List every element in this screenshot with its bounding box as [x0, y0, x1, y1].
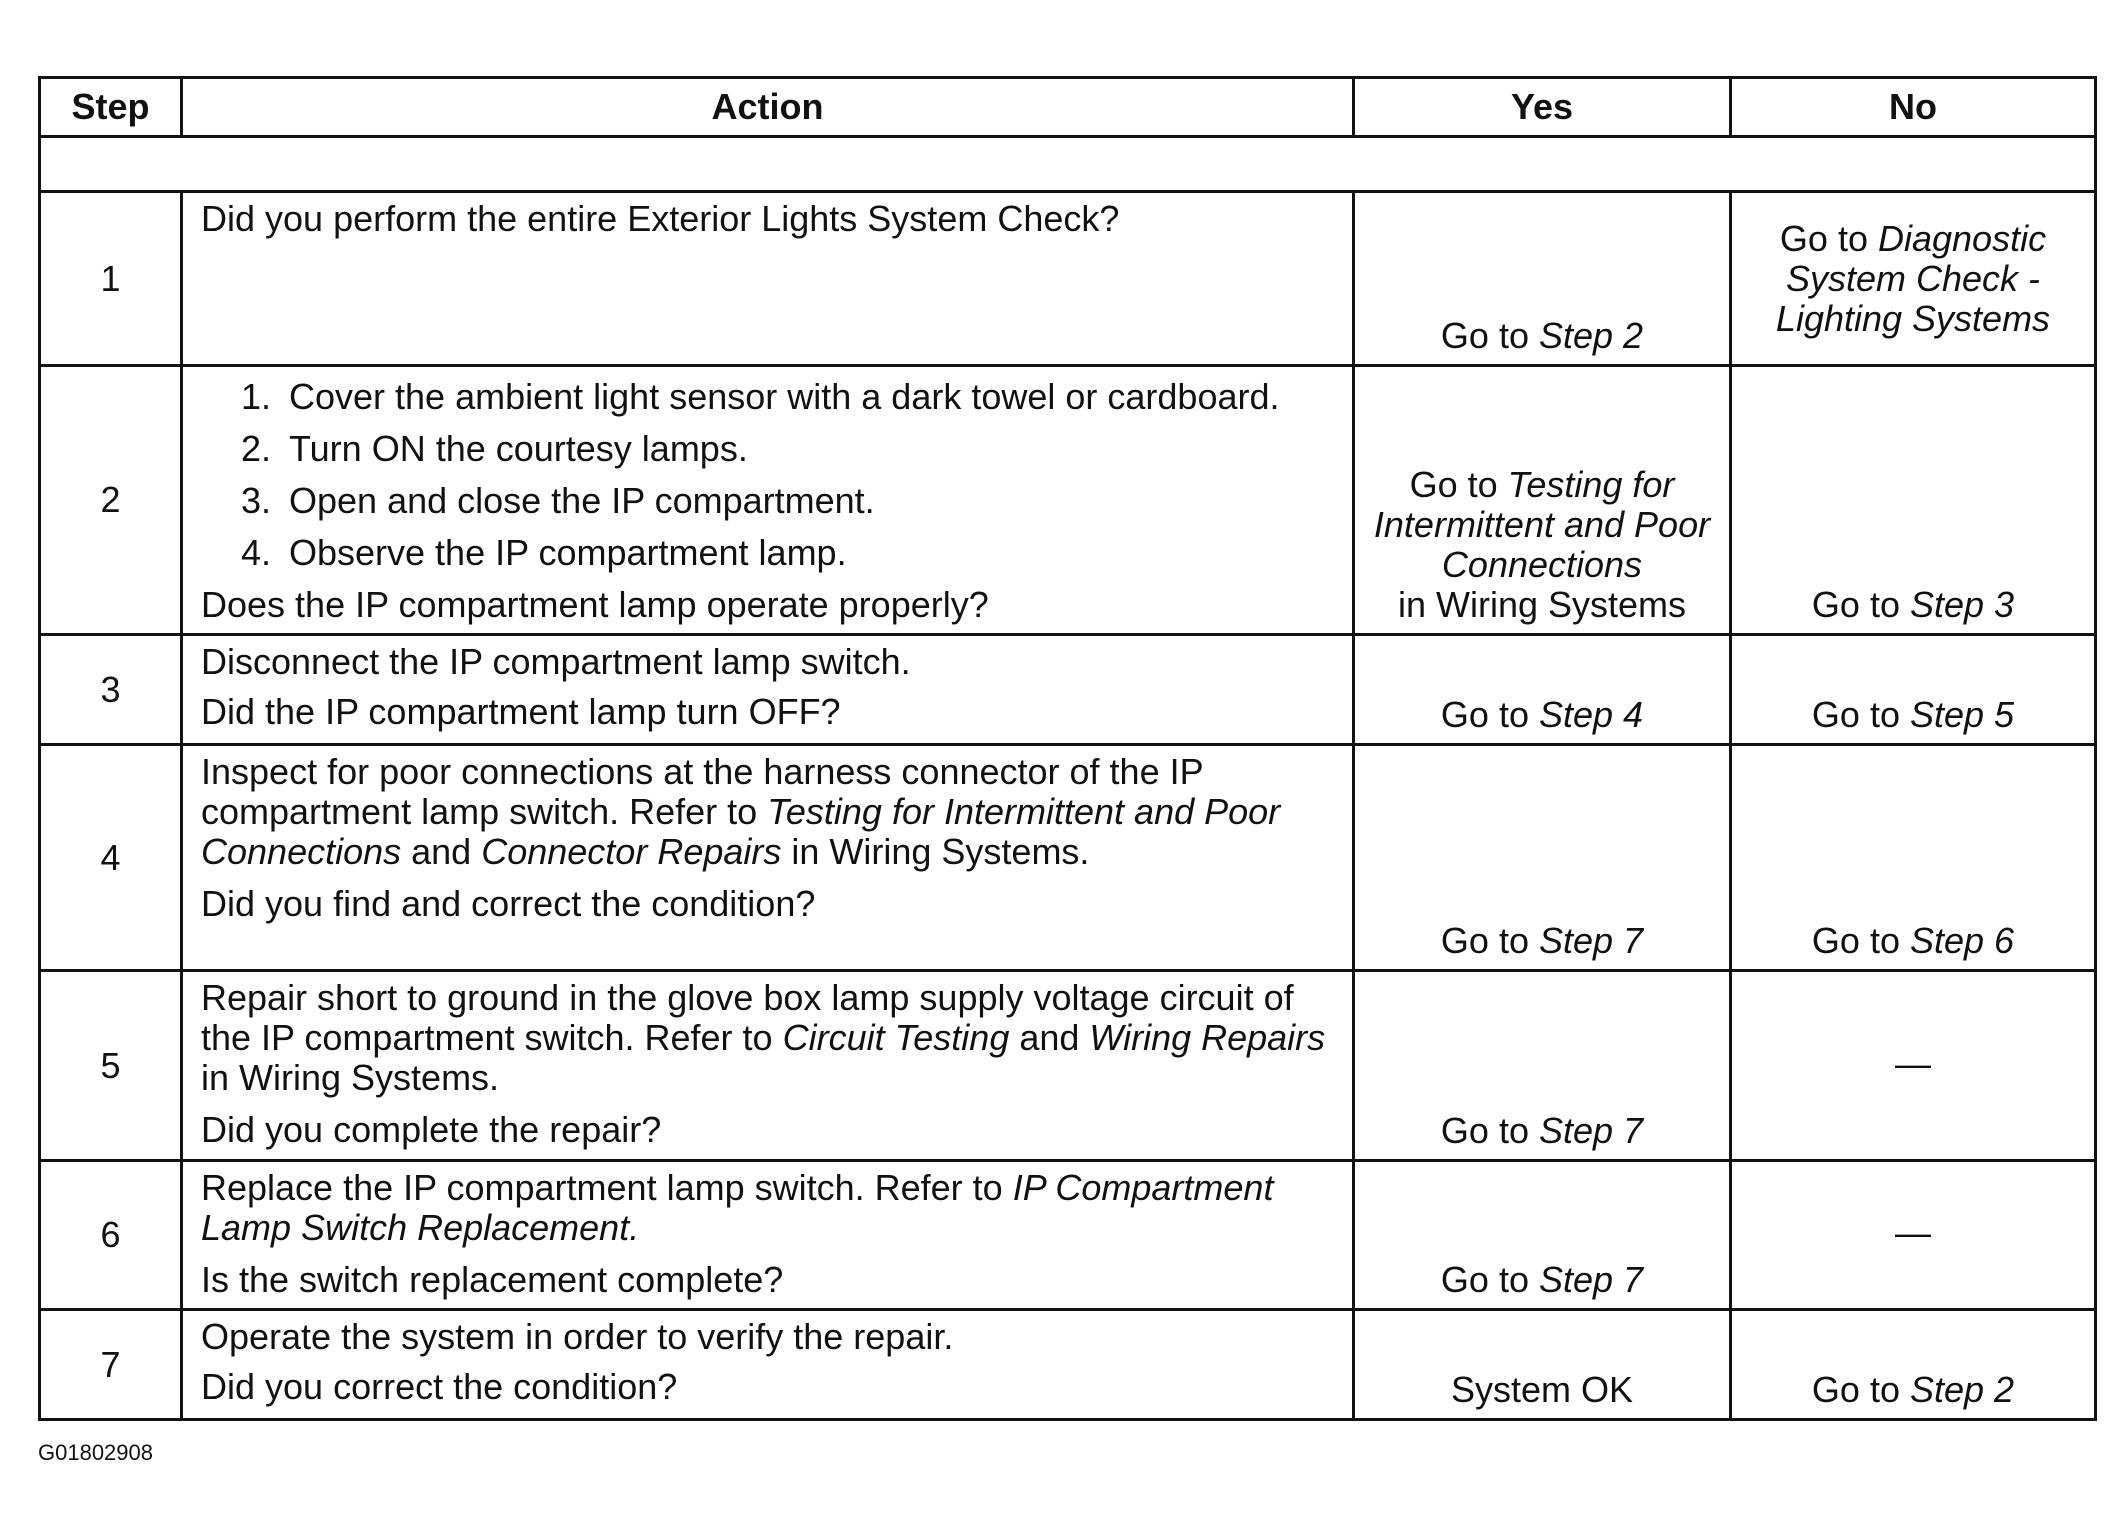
- no-ref-link[interactable]: Step 5: [1909, 694, 2015, 735]
- question-text: Did you find and correct the condition?: [201, 883, 816, 924]
- action-ref-link[interactable]: Testing for Intermittent and Poor Connections: [201, 791, 1281, 872]
- table-row-step-6: [40, 1161, 2096, 1310]
- list-item: 4. Observe the IP compartment lamp.: [281, 533, 1338, 573]
- action-text: Operate the system in order to verify the repair.: [201, 1316, 954, 1357]
- action-cell: [182, 971, 1354, 1161]
- no-ref-link[interactable]: Step 2: [1909, 1369, 2015, 1410]
- figure-id-label: G01802908: [38, 1440, 153, 1465]
- yes-text: Go to: [1409, 464, 1508, 505]
- action-text: and: [401, 831, 482, 872]
- diagnostic-table: [38, 76, 2097, 1421]
- no-cell: [1731, 971, 2096, 1161]
- no-ref-link[interactable]: Step 6: [1909, 920, 2015, 961]
- table-row-step-2: [40, 366, 2096, 635]
- list-item: 1. Cover the ambient light sensor with a dark towel or cardboard.: [281, 377, 1338, 417]
- action-steps-list: [201, 377, 1338, 573]
- table-row-step-5: [40, 971, 2096, 1161]
- step-number: 2: [40, 366, 182, 635]
- step-number: 6: [40, 1161, 182, 1310]
- action-text: Disconnect the IP compartment lamp switch.: [201, 641, 911, 682]
- question-text: Is the switch replacement complete?: [201, 1259, 784, 1300]
- step-number: 3: [40, 635, 182, 745]
- yes-ref-link[interactable]: Step 4: [1538, 694, 1644, 735]
- yes-text: Go to: [1440, 920, 1539, 961]
- action-ref-link[interactable]: Wiring Repairs: [1089, 1017, 1326, 1058]
- action-paragraph: [201, 752, 1338, 872]
- header-no: No: [1731, 78, 2096, 137]
- yes-ref-link[interactable]: Step 7: [1538, 1110, 1644, 1151]
- yes-cell: [1354, 1310, 1731, 1420]
- no-cell: [1731, 366, 2096, 635]
- step-number: 5: [40, 971, 182, 1161]
- header-action: Action: [182, 78, 1354, 137]
- action-cell: [182, 192, 1354, 366]
- no-text: Go to: [1779, 217, 1878, 259]
- yes-text: Go to: [1440, 694, 1539, 735]
- no-cell: [1731, 192, 2096, 366]
- yes-text: Go to: [1440, 1259, 1539, 1300]
- step-number: 1: [40, 192, 182, 366]
- yes-text: Go to: [1440, 315, 1539, 356]
- yes-ref-link[interactable]: Step 7: [1538, 920, 1644, 961]
- action-text: in Wiring Systems.: [781, 831, 1090, 872]
- question-text: Did you correct the condition?: [201, 1366, 678, 1407]
- table-row-step-7: [40, 1310, 2096, 1420]
- action-paragraph: [201, 1168, 1338, 1248]
- yes-ref-link[interactable]: Step 2: [1538, 315, 1644, 356]
- table-row-step-3: [40, 635, 2096, 745]
- action-text: in Wiring Systems.: [201, 1057, 500, 1098]
- yes-cell: [1354, 971, 1731, 1161]
- step-number: 4: [40, 745, 182, 971]
- question-text: Did the IP compartment lamp turn OFF?: [201, 691, 841, 732]
- list-item: 2. Turn ON the courtesy lamps.: [281, 429, 1338, 469]
- no-text: Go to: [1811, 1369, 1910, 1410]
- yes-cell: [1354, 366, 1731, 635]
- yes-cell: [1354, 1161, 1731, 1310]
- action-ref-link[interactable]: Circuit Testing: [782, 1017, 1010, 1058]
- no-text: Go to: [1811, 920, 1910, 961]
- action-cell: [182, 745, 1354, 971]
- no-text: Go to: [1811, 694, 1910, 735]
- action-text: Did you perform the entire Exterior Lights System Check?: [201, 198, 1120, 239]
- spacer-row: [40, 137, 2096, 192]
- yes-text: Go to: [1440, 1110, 1539, 1151]
- action-cell: [182, 1161, 1354, 1310]
- action-ref-link[interactable]: Connector Repairs: [481, 831, 782, 872]
- no-dash: —: [1895, 1212, 1931, 1253]
- no-text: Go to: [1811, 584, 1910, 625]
- action-text: Repair short to ground in the glove box lamp supply voltage circuit of the IP compartment switch. Refer to: [201, 977, 1294, 1058]
- header-yes: Yes: [1354, 78, 1731, 137]
- question-text: Did you complete the repair?: [201, 1109, 662, 1150]
- no-ref-link[interactable]: Step 3: [1909, 584, 2015, 625]
- no-cell: [1731, 745, 2096, 971]
- yes-cell: [1354, 745, 1731, 971]
- no-cell: [1731, 1310, 2096, 1420]
- list-item: 3. Open and close the IP compartment.: [281, 481, 1338, 521]
- action-cell: [182, 635, 1354, 745]
- question-text: Does the IP compartment lamp operate properly?: [201, 584, 989, 625]
- yes-tail-text: in Wiring Systems: [1397, 584, 1687, 625]
- yes-cell: [1354, 635, 1731, 745]
- step-number: 7: [40, 1310, 182, 1420]
- yes-ref-link[interactable]: Step 7: [1538, 1259, 1644, 1300]
- action-ref-link[interactable]: IP Compartment Lamp Switch Replacement.: [201, 1167, 1274, 1248]
- table-row-step-1: [40, 192, 2096, 366]
- action-paragraph: [201, 978, 1338, 1098]
- no-cell: [1731, 635, 2096, 745]
- yes-cell: [1354, 192, 1731, 366]
- yes-text: System OK: [1450, 1369, 1634, 1410]
- no-ref-link[interactable]: Diagnostic System Check - Lighting Systems: [1775, 217, 2051, 339]
- action-text: Inspect for poor connections at the harness connector of the IP compartment lamp switch. Refer to: [201, 751, 1203, 832]
- header-row: [40, 78, 2096, 137]
- yes-ref-link[interactable]: Testing for Intermittent and Poor Connections: [1373, 464, 1711, 585]
- no-dash: —: [1895, 1042, 1931, 1084]
- no-cell: [1731, 1161, 2096, 1310]
- action-text: and: [1009, 1017, 1090, 1058]
- action-cell: [182, 366, 1354, 635]
- table-row-step-4: [40, 745, 2096, 971]
- action-text: Replace the IP compartment lamp switch. Refer to: [201, 1167, 1013, 1208]
- header-step: Step: [40, 78, 182, 137]
- action-cell: [182, 1310, 1354, 1420]
